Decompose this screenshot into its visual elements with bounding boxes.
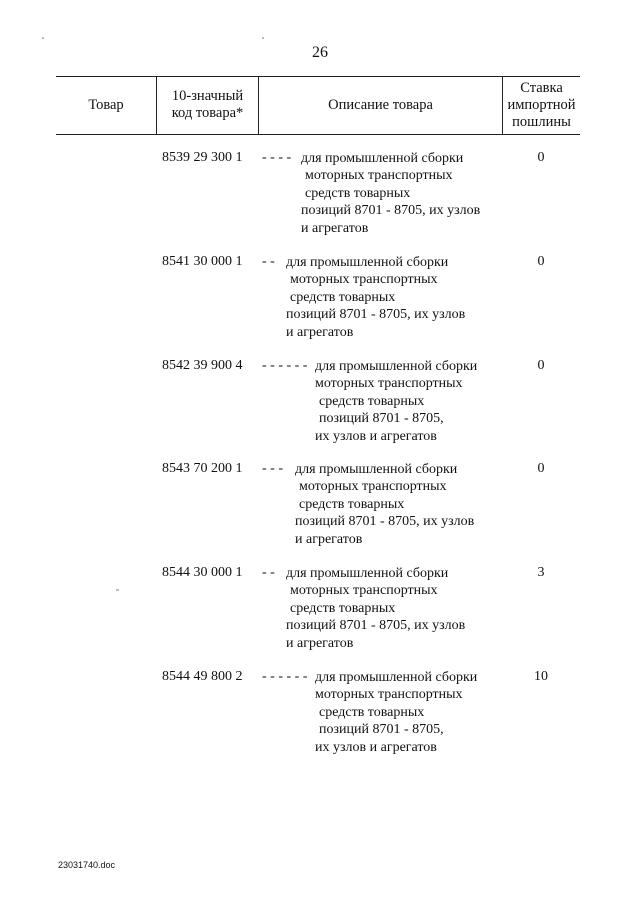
header-rate-line: Ставка (520, 79, 563, 96)
description-line: средств товарных (290, 289, 396, 305)
header-code-line: код товара* (171, 105, 244, 121)
product-description (286, 565, 465, 652)
product-description (286, 254, 465, 341)
description-line: и агрегатов (295, 531, 363, 547)
product-description (295, 461, 474, 548)
product-code: 8544 49 800 2 (162, 669, 243, 684)
description-line: и агрегатов (286, 324, 354, 340)
description-line: средств товарных (299, 496, 405, 512)
description-line: позиций 8701 - 8705, (319, 722, 444, 738)
hierarchy-dashes: - - (262, 254, 275, 269)
description-line: для промышленной сборки (286, 255, 449, 270)
hierarchy-dashes: - - - - (262, 150, 292, 165)
description-line: моторных транспортных (299, 479, 447, 495)
description-line: моторных транспортных (315, 687, 463, 703)
description-line: средств товарных (305, 185, 411, 201)
product-code: 8544 30 000 1 (162, 565, 243, 580)
product-code: 8541 30 000 1 (162, 254, 243, 269)
description-line: моторных транспортных (290, 272, 438, 288)
description-line: позиций 8701 - 8705, их узлов (295, 514, 475, 530)
product-description (315, 358, 477, 445)
description-line: позиций 8701 - 8705, их узлов (301, 203, 481, 219)
document-filename: 23031740.doc (58, 860, 116, 870)
description-line: для промышленной сборки (295, 462, 458, 477)
description-line: позиций 8701 - 8705, их узлов (286, 618, 466, 634)
header-rate-line: импортной (507, 96, 576, 113)
header-rate (503, 76, 580, 134)
duty-rate: 0 (537, 150, 545, 165)
description-line: и агрегатов (286, 635, 354, 651)
header-description-label: Описание товара (328, 96, 433, 113)
description-line: средств товарных (290, 600, 396, 616)
description-line: их узлов и агрегатов (315, 428, 437, 444)
description-line: моторных транспортных (305, 168, 453, 184)
product-code: 8539 29 300 1 (162, 150, 243, 165)
header-code-line: 10-значный (171, 88, 244, 104)
product-description (315, 669, 477, 756)
description-line: позиций 8701 - 8705, их узлов (286, 307, 466, 323)
header-rate-line: пошлины (512, 113, 571, 130)
description-line: для промышленной сборки (301, 151, 464, 166)
description-line: моторных транспортных (315, 376, 463, 392)
hierarchy-dashes: - - - - - - (262, 669, 308, 684)
product-description (301, 150, 480, 237)
description-line: для промышленной сборки (286, 566, 449, 581)
description-line: для промышленной сборки (315, 670, 478, 685)
description-line: для промышленной сборки (315, 359, 478, 374)
duty-rate: 10 (534, 669, 548, 684)
product-code: 8543 70 200 1 (162, 461, 243, 476)
description-line: позиций 8701 - 8705, (319, 411, 444, 427)
description-line: их узлов и агрегатов (315, 739, 437, 755)
description-line: средств товарных (319, 393, 425, 409)
duty-rate: 0 (537, 254, 545, 269)
hierarchy-dashes: - - - (262, 461, 283, 476)
scan-speck (116, 589, 119, 591)
duty-rate: 3 (537, 565, 545, 580)
hierarchy-dashes: - - - - - - (262, 358, 308, 373)
header-bottom-rule (56, 134, 580, 135)
header-product-label: Товар (88, 96, 124, 113)
product-code: 8542 39 900 4 (162, 358, 243, 373)
duty-rate: 0 (537, 358, 545, 373)
description-line: средств товарных (319, 704, 425, 720)
scan-speck (262, 37, 264, 39)
header-product (56, 76, 156, 134)
description-line: и агрегатов (301, 220, 369, 236)
hierarchy-dashes: - - (262, 565, 275, 580)
header-code (157, 76, 258, 134)
scan-speck (42, 37, 44, 39)
description-line: моторных транспортных (290, 583, 438, 599)
page-number: 26 (312, 44, 328, 61)
header-description (259, 76, 502, 134)
duty-rate: 0 (537, 461, 545, 476)
